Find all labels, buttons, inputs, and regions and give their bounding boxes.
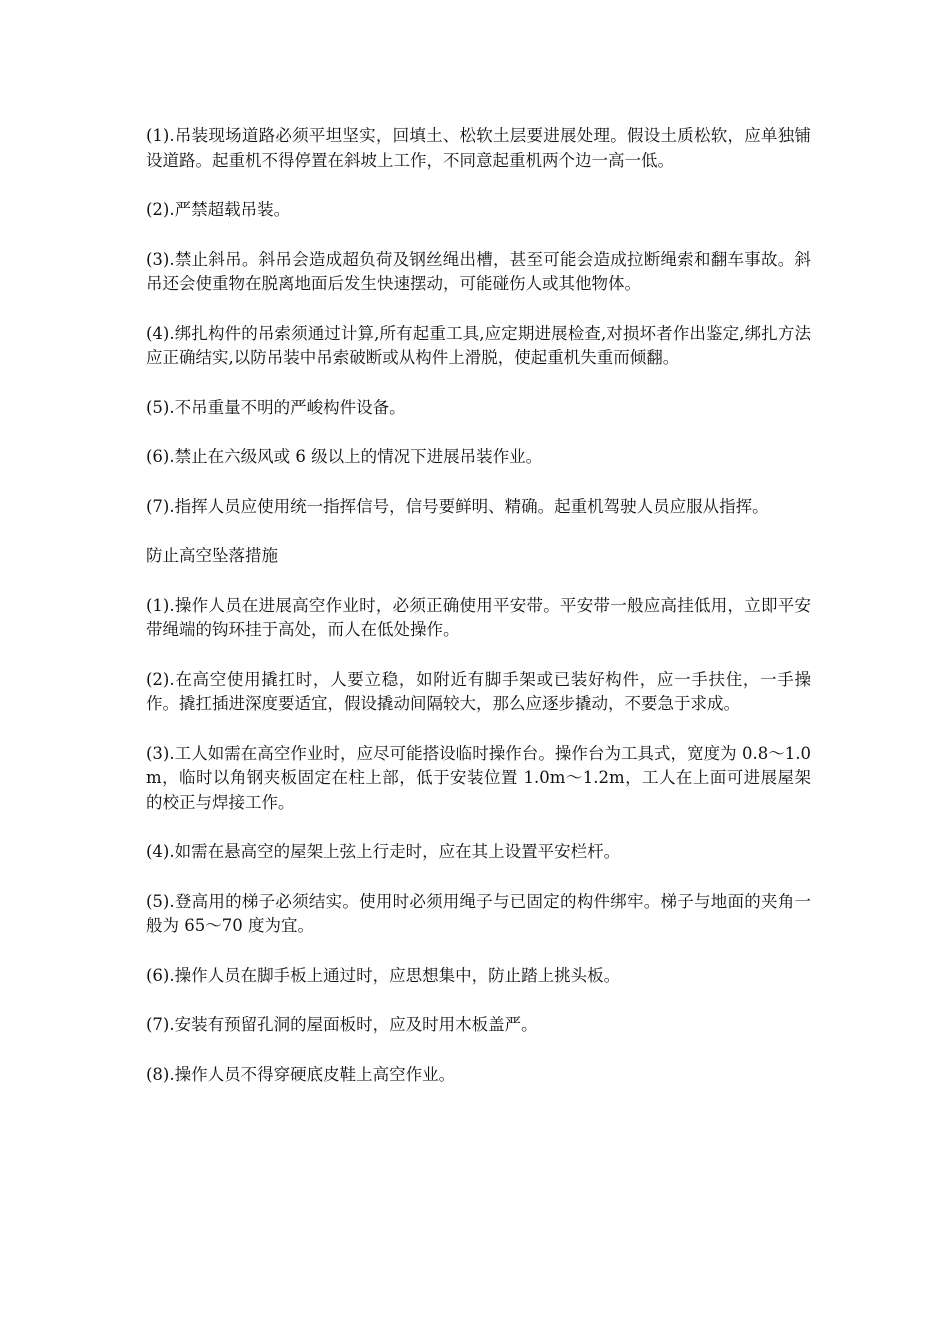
- fall-item-2: (2).在高空使用撬扛时，人要立稳，如附近有脚手架或已装好构件，应一手扶住，一手操作。撬扛插进深度要适宜，假设撬动间隔较大，那么应逐步撬动，不要急于求成。: [146, 669, 811, 713]
- fall-item-8: (8).操作人员不得穿硬底皮鞋上高空作业。: [146, 1064, 456, 1084]
- document-page: [146, 124, 811, 1112]
- lifting-item-2: (2).严禁超载吊装。: [146, 200, 291, 219]
- lifting-item-6: (6).禁止在六级风或 6 级以上的情况下进展吊装作业。: [146, 447, 543, 466]
- lifting-item-1: (1).吊装现场道路必须平坦坚实，回填土、松软土层要进展处理。假设土质松软，应单独铺设道路。起重机不得停置在斜坡上工作，不同意起重机两个边一高一低。: [146, 126, 811, 170]
- fall-item-4: (4).如需在悬高空的屋架上弦上行走时，应在其上设置平安栏杆。: [146, 842, 621, 861]
- lifting-item-3: (3).禁止斜吊。斜吊会造成超负荷及钢丝绳出槽，甚至可能会造成拉断绳索和翻车事故。斜吊还会使重物在脱离地面后发生快速摆动，可能碰伤人或其他物体。: [146, 249, 811, 293]
- section-heading-fall-prevention: 防止高空坠落措施: [146, 546, 278, 565]
- lifting-item-4: (4).绑扎构件的吊索须通过计算,所有起重工具,应定期进展检查,对损坏者作出鉴定,绑扎方法应正确结实,以防吊装中吊索破断或从构件上滑脱，使起重机失重而倾翻。: [146, 323, 811, 367]
- lifting-item-7: (7).指挥人员应使用统一指挥信号，信号要鲜明、精确。起重机驾驶人员应服从指挥。: [146, 496, 769, 516]
- fall-item-3: (3).工人如需在高空作业时，应尽可能搭设临时操作台。操作台为工具式，宽度为 0.8～1.0 m，临时以角钢夹板固定在柱上部，低于安装位置 1.0m～1.2m，工人在上面可进展屋架的校正与焊接工作。: [146, 743, 811, 812]
- fall-item-6: (6).操作人员在脚手板上通过时，应思想集中，防止踏上挑头板。: [146, 965, 621, 985]
- lifting-item-5: (5).不吊重量不明的严峻构件设备。: [146, 397, 406, 417]
- fall-item-1: (1).操作人员在进展高空作业时，必须正确使用平安带。平安带一般应高挂低用，立即平安带绳端的钩环挂于高处，而人在低处操作。: [146, 595, 811, 639]
- fall-item-7: (7).安装有预留孔洞的屋面板时，应及时用木板盖严。: [146, 1015, 538, 1034]
- fall-item-5: (5).登高用的梯子必须结实。使用时必须用绳子与已固定的构件绑牢。梯子与地面的夹角一般为 65～70 度为宜。: [146, 891, 811, 935]
